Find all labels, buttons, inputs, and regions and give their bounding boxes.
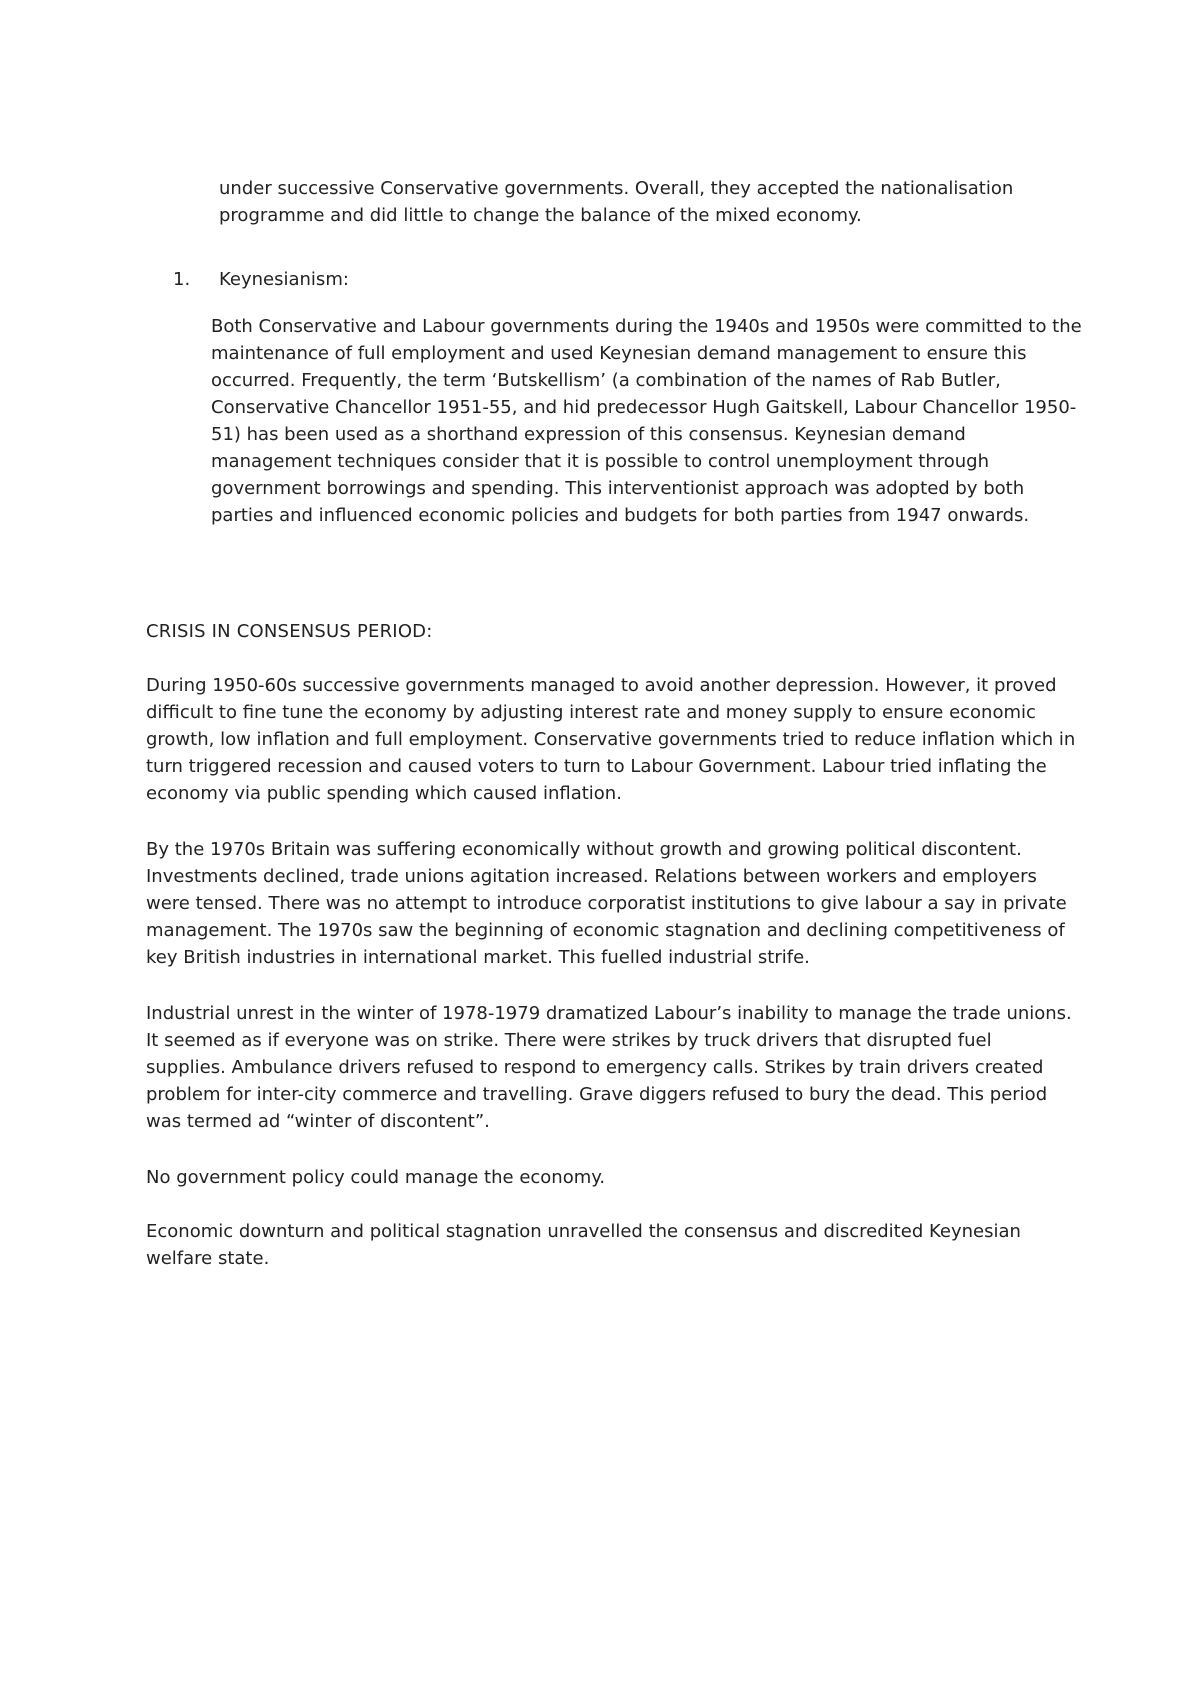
section-heading: CRISIS IN CONSENSUS PERIOD: [146,621,433,642]
list-item-keynesianism [173,266,1103,293]
list-number: 1. [173,269,191,290]
continuation-paragraph: under successive Conservative governments. Overall, they accepted the nationalisation programme and did little to change the balance of the mixed economy. [219,178,1014,226]
crisis-paragraph-4: No government policy could manage the economy. [146,1167,606,1188]
keynesianism-paragraph: Both Conservative and Labour governments during the 1940s and 1950s were committed to the maintenance of full employment and used Keynesian demand management to ensure this occurred. Frequently, the term ‘Butskellism’ (a combination of the names of Rab Butler, Conservative Chancellor 1951-55, and hid predecessor Hugh Gaitskell, Labour Chancellor 1950-51) has been used as a shorthand expression of this consensus. Keynesian demand management techniques consider that it is possible to control unemployment through government borrowings and spending. This interventionist approach was adopted by both parties and influenced economic policies and budgets for both parties from 1947 onwards. [211,316,1082,526]
crisis-paragraph-1: During 1950-60s successive governments managed to avoid another depression. However, it proved difficult to fine tune the economy by adjusting interest rate and money supply to ensure economic growth, low inflation and full employment. Conservative governments tried to reduce inflation which in turn triggered recession and caused voters to turn to Labour Government. Labour tried inflating the economy via public spending which caused inflation. [146,675,1076,804]
crisis-paragraph-5: Economic downturn and political stagnation unravelled the consensus and discredited Keynesian welfare state. [146,1221,1021,1269]
list-heading: Keynesianism: [219,269,349,290]
crisis-paragraph-3: Industrial unrest in the winter of 1978-1979 dramatized Labour’s inability to manage the trade unions. It seemed as if everyone was on strike. There were strikes by truck drivers that disrupted fuel supplies. Ambulance drivers refused to respond to emergency calls. Strikes by train drivers created problem for inter-city commerce and travelling. Grave diggers refused to bury the dead. This period was termed ad “winter of discontent”. [146,1003,1072,1132]
crisis-paragraph-2: By the 1970s Britain was suffering economically without growth and growing political discontent. Investments declined, trade unions agitation increased. Relations between workers and employers were tensed. There was no attempt to introduce corporatist institutions to give labour a say in private management. The 1970s saw the beginning of economic stagnation and declining competitiveness of key British industries in international market. This fuelled industrial strife. [146,839,1067,968]
